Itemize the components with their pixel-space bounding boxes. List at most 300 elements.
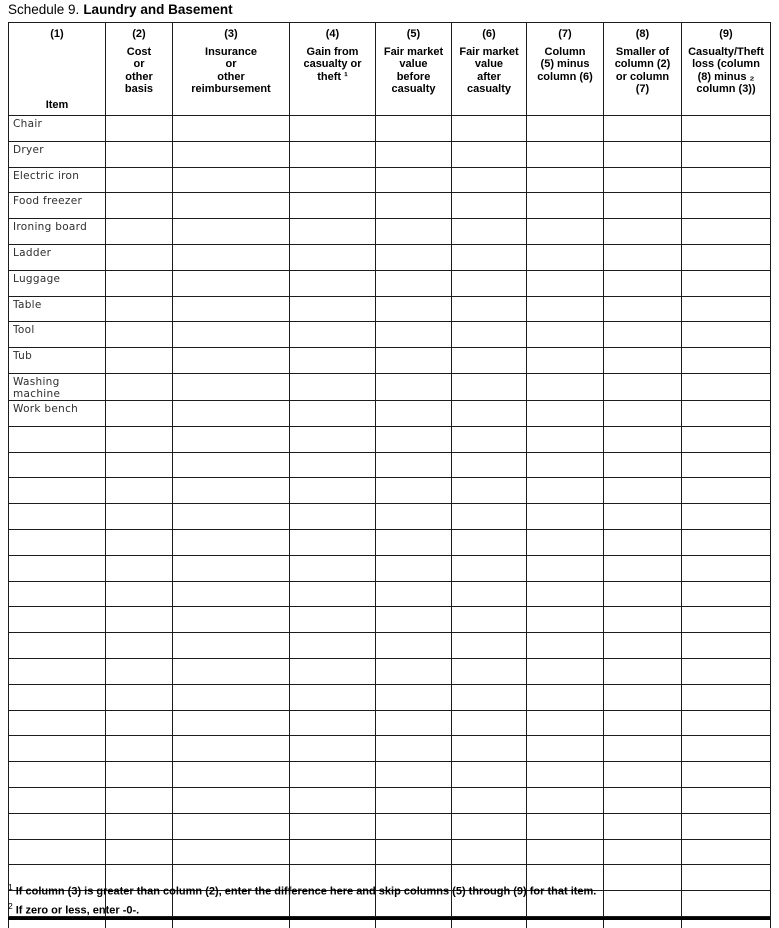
entry-cell[interactable] xyxy=(106,504,173,530)
entry-cell[interactable] xyxy=(290,529,376,555)
entry-cell[interactable] xyxy=(290,322,376,348)
column-number: (2) xyxy=(132,28,146,40)
entry-cell[interactable] xyxy=(527,193,604,219)
entry-cell[interactable] xyxy=(604,813,682,839)
entry-cell[interactable] xyxy=(682,452,771,478)
entry-cell[interactable] xyxy=(527,633,604,659)
entry-cell[interactable] xyxy=(452,607,527,633)
item-label: Tub xyxy=(9,348,106,374)
entry-cell[interactable] xyxy=(290,296,376,322)
entry-cell[interactable] xyxy=(376,322,452,348)
entry-cell[interactable] xyxy=(106,270,173,296)
entry-cell[interactable] xyxy=(527,348,604,374)
entry-cell[interactable] xyxy=(527,736,604,762)
entry-cell[interactable] xyxy=(527,839,604,865)
item-entry-cell[interactable] xyxy=(9,478,106,504)
entry-cell[interactable] xyxy=(290,736,376,762)
entry-cell[interactable] xyxy=(290,633,376,659)
entry-cell[interactable] xyxy=(682,839,771,865)
entry-cell[interactable] xyxy=(527,116,604,142)
entry-cell[interactable] xyxy=(173,710,290,736)
entry-cell[interactable] xyxy=(604,219,682,245)
entry-cell[interactable] xyxy=(682,193,771,219)
entry-cell[interactable] xyxy=(452,710,527,736)
entry-cell[interactable] xyxy=(376,736,452,762)
entry-cell[interactable] xyxy=(106,478,173,504)
item-row xyxy=(9,116,771,142)
entry-cell[interactable] xyxy=(604,270,682,296)
entry-cell[interactable] xyxy=(682,373,771,400)
entry-cell[interactable] xyxy=(290,373,376,400)
entry-cell[interactable] xyxy=(682,633,771,659)
schedule-table xyxy=(8,22,771,928)
entry-cell[interactable] xyxy=(604,581,682,607)
empty-row xyxy=(9,710,771,736)
entry-cell[interactable] xyxy=(290,141,376,167)
entry-cell[interactable] xyxy=(682,426,771,452)
empty-row xyxy=(9,762,771,788)
entry-cell[interactable] xyxy=(682,244,771,270)
entry-cell[interactable] xyxy=(682,684,771,710)
entry-cell[interactable] xyxy=(527,296,604,322)
entry-cell[interactable] xyxy=(452,504,527,530)
entry-cell[interactable] xyxy=(290,116,376,142)
column-header-3 xyxy=(173,23,290,116)
column-header-1 xyxy=(9,23,106,116)
item-label: Tool xyxy=(9,322,106,348)
entry-cell[interactable] xyxy=(682,167,771,193)
entry-cell[interactable] xyxy=(452,658,527,684)
entry-cell[interactable] xyxy=(604,322,682,348)
item-entry-cell[interactable] xyxy=(9,787,106,813)
entry-cell[interactable] xyxy=(173,348,290,374)
entry-cell[interactable] xyxy=(604,373,682,400)
item-row xyxy=(9,167,771,193)
entry-cell[interactable] xyxy=(452,193,527,219)
empty-row xyxy=(9,478,771,504)
entry-cell[interactable] xyxy=(604,736,682,762)
entry-cell[interactable] xyxy=(376,504,452,530)
entry-cell[interactable] xyxy=(376,167,452,193)
entry-cell[interactable] xyxy=(290,762,376,788)
entry-cell[interactable] xyxy=(106,710,173,736)
column-title: Insurance or other reimbursement xyxy=(191,45,271,95)
entry-cell[interactable] xyxy=(376,684,452,710)
entry-cell[interactable] xyxy=(376,348,452,374)
footnote-1 xyxy=(8,880,770,899)
entry-cell[interactable] xyxy=(682,116,771,142)
entry-cell[interactable] xyxy=(290,581,376,607)
entry-cell[interactable] xyxy=(682,504,771,530)
entry-cell[interactable] xyxy=(290,244,376,270)
entry-cell[interactable] xyxy=(527,787,604,813)
entry-cell[interactable] xyxy=(527,684,604,710)
column-number: (5) xyxy=(406,28,421,40)
item-row xyxy=(9,400,771,426)
entry-cell[interactable] xyxy=(604,555,682,581)
entry-cell[interactable] xyxy=(106,116,173,142)
entry-cell[interactable] xyxy=(290,839,376,865)
entry-cell[interactable] xyxy=(106,219,173,245)
entry-cell[interactable] xyxy=(173,167,290,193)
entry-cell[interactable] xyxy=(604,529,682,555)
item-row xyxy=(9,193,771,219)
entry-cell[interactable] xyxy=(452,478,527,504)
entry-cell[interactable] xyxy=(376,426,452,452)
entry-cell[interactable] xyxy=(527,529,604,555)
entry-cell[interactable] xyxy=(604,348,682,374)
entry-cell[interactable] xyxy=(376,270,452,296)
entry-cell[interactable] xyxy=(682,607,771,633)
entry-cell[interactable] xyxy=(682,348,771,374)
empty-row xyxy=(9,813,771,839)
item-label: Dryer xyxy=(9,141,106,167)
schedule-number: Schedule 9. xyxy=(8,2,80,17)
entry-cell[interactable] xyxy=(527,504,604,530)
entry-cell[interactable] xyxy=(173,633,290,659)
entry-cell[interactable] xyxy=(452,348,527,374)
entry-cell[interactable] xyxy=(173,813,290,839)
entry-cell[interactable] xyxy=(604,167,682,193)
entry-cell[interactable] xyxy=(604,141,682,167)
entry-cell[interactable] xyxy=(452,684,527,710)
entry-cell[interactable] xyxy=(452,373,527,400)
entry-cell[interactable] xyxy=(682,555,771,581)
entry-cell[interactable] xyxy=(173,658,290,684)
entry-cell[interactable] xyxy=(173,116,290,142)
column-number: (9) xyxy=(719,28,733,40)
entry-cell[interactable] xyxy=(173,373,290,400)
entry-cell[interactable] xyxy=(173,504,290,530)
entry-cell[interactable] xyxy=(376,787,452,813)
header-row xyxy=(9,23,771,116)
entry-cell[interactable] xyxy=(106,555,173,581)
entry-cell[interactable] xyxy=(173,219,290,245)
column-header-2 xyxy=(106,23,173,116)
column-number: (8) xyxy=(635,28,650,40)
entry-cell[interactable] xyxy=(604,658,682,684)
entry-cell[interactable] xyxy=(452,529,527,555)
entry-cell[interactable] xyxy=(290,219,376,245)
entry-cell[interactable] xyxy=(527,710,604,736)
column-header-5 xyxy=(376,23,452,116)
entry-cell[interactable] xyxy=(173,736,290,762)
entry-cell[interactable] xyxy=(376,478,452,504)
entry-cell[interactable] xyxy=(376,555,452,581)
entry-cell[interactable] xyxy=(173,684,290,710)
entry-cell[interactable] xyxy=(106,141,173,167)
entry-cell[interactable] xyxy=(290,684,376,710)
footnote-2 xyxy=(8,899,770,918)
entry-cell[interactable] xyxy=(173,762,290,788)
entry-cell[interactable] xyxy=(173,270,290,296)
entry-cell[interactable] xyxy=(173,193,290,219)
entry-cell[interactable] xyxy=(376,193,452,219)
schedule-name: Laundry and Basement xyxy=(83,2,233,17)
entry-cell[interactable] xyxy=(452,787,527,813)
entry-cell[interactable] xyxy=(604,478,682,504)
empty-row xyxy=(9,684,771,710)
entry-cell[interactable] xyxy=(106,658,173,684)
entry-cell[interactable] xyxy=(452,322,527,348)
entry-cell[interactable] xyxy=(604,633,682,659)
item-entry-cell[interactable] xyxy=(9,736,106,762)
entry-cell[interactable] xyxy=(527,322,604,348)
entry-cell[interactable] xyxy=(106,607,173,633)
entry-cell[interactable] xyxy=(106,684,173,710)
entry-cell[interactable] xyxy=(527,426,604,452)
empty-row xyxy=(9,607,771,633)
entry-cell[interactable] xyxy=(452,452,527,478)
entry-cell[interactable] xyxy=(527,373,604,400)
column-title: Fair market value after casualty xyxy=(459,45,519,95)
entry-cell[interactable] xyxy=(604,193,682,219)
entry-cell[interactable] xyxy=(604,452,682,478)
entry-cell[interactable] xyxy=(376,633,452,659)
item-entry-cell[interactable] xyxy=(9,839,106,865)
entry-cell[interactable] xyxy=(527,607,604,633)
entry-cell[interactable] xyxy=(290,504,376,530)
entry-cell[interactable] xyxy=(376,607,452,633)
entry-cell[interactable] xyxy=(106,813,173,839)
entry-cell[interactable] xyxy=(290,710,376,736)
entry-cell[interactable] xyxy=(527,452,604,478)
entry-cell[interactable] xyxy=(290,400,376,426)
entry-cell[interactable] xyxy=(376,452,452,478)
entry-cell[interactable] xyxy=(106,787,173,813)
entry-cell[interactable] xyxy=(604,710,682,736)
entry-cell[interactable] xyxy=(527,167,604,193)
entry-cell[interactable] xyxy=(527,478,604,504)
entry-cell[interactable] xyxy=(452,426,527,452)
entry-cell[interactable] xyxy=(527,219,604,245)
item-entry-cell[interactable] xyxy=(9,633,106,659)
entry-cell[interactable] xyxy=(682,736,771,762)
entry-cell[interactable] xyxy=(682,141,771,167)
column-header-9 xyxy=(682,23,771,116)
item-entry-cell[interactable] xyxy=(9,555,106,581)
entry-cell[interactable] xyxy=(106,322,173,348)
entry-cell[interactable] xyxy=(376,658,452,684)
entry-cell[interactable] xyxy=(604,426,682,452)
entry-cell[interactable] xyxy=(376,581,452,607)
entry-cell[interactable] xyxy=(173,452,290,478)
entry-cell[interactable] xyxy=(290,607,376,633)
column-title: Cost or other basis xyxy=(124,45,154,95)
column-number: (1) xyxy=(50,28,64,40)
item-entry-cell[interactable] xyxy=(9,813,106,839)
entry-cell[interactable] xyxy=(452,167,527,193)
item-entry-cell[interactable] xyxy=(9,762,106,788)
entry-cell[interactable] xyxy=(173,787,290,813)
entry-cell[interactable] xyxy=(682,296,771,322)
item-entry-cell[interactable] xyxy=(9,452,106,478)
entry-cell[interactable] xyxy=(376,400,452,426)
entry-cell[interactable] xyxy=(173,244,290,270)
footnote-2-text: If zero or less, enter -0-. xyxy=(15,904,140,917)
entry-cell[interactable] xyxy=(173,555,290,581)
entry-cell[interactable] xyxy=(106,581,173,607)
item-label: Food freezer xyxy=(9,193,106,219)
entry-cell[interactable] xyxy=(604,839,682,865)
entry-cell[interactable] xyxy=(173,581,290,607)
entry-cell[interactable] xyxy=(173,322,290,348)
column-title: Smaller of column (2) or column (7) xyxy=(614,45,671,95)
entry-cell[interactable] xyxy=(290,452,376,478)
entry-cell[interactable] xyxy=(376,839,452,865)
entry-cell[interactable] xyxy=(452,839,527,865)
entry-cell[interactable] xyxy=(527,762,604,788)
entry-cell[interactable] xyxy=(682,529,771,555)
entry-cell[interactable] xyxy=(106,400,173,426)
entry-cell[interactable] xyxy=(682,813,771,839)
entry-cell[interactable] xyxy=(106,426,173,452)
entry-cell[interactable] xyxy=(376,141,452,167)
empty-row xyxy=(9,633,771,659)
entry-cell[interactable] xyxy=(290,658,376,684)
entry-cell[interactable] xyxy=(173,529,290,555)
item-entry-cell[interactable] xyxy=(9,426,106,452)
entry-cell[interactable] xyxy=(290,348,376,374)
item-entry-cell[interactable] xyxy=(9,581,106,607)
entry-cell[interactable] xyxy=(452,219,527,245)
entry-cell[interactable] xyxy=(106,167,173,193)
column-header-6 xyxy=(452,23,527,116)
entry-cell[interactable] xyxy=(173,141,290,167)
entry-cell[interactable] xyxy=(682,478,771,504)
item-entry-cell[interactable] xyxy=(9,684,106,710)
entry-cell[interactable] xyxy=(452,400,527,426)
entry-cell[interactable] xyxy=(452,736,527,762)
entry-cell[interactable] xyxy=(106,633,173,659)
entry-cell[interactable] xyxy=(290,555,376,581)
entry-cell[interactable] xyxy=(173,296,290,322)
entry-cell[interactable] xyxy=(452,116,527,142)
entry-cell[interactable] xyxy=(290,167,376,193)
entry-cell[interactable] xyxy=(604,787,682,813)
item-row xyxy=(9,141,771,167)
entry-cell[interactable] xyxy=(682,581,771,607)
entry-cell[interactable] xyxy=(527,813,604,839)
entry-cell[interactable] xyxy=(682,710,771,736)
entry-cell[interactable] xyxy=(604,684,682,710)
item-label: Table xyxy=(9,296,106,322)
entry-cell[interactable] xyxy=(682,787,771,813)
entry-cell[interactable] xyxy=(290,426,376,452)
schedule-title xyxy=(8,2,233,17)
item-row xyxy=(9,244,771,270)
entry-cell[interactable] xyxy=(452,633,527,659)
entry-cell[interactable] xyxy=(682,270,771,296)
entry-cell[interactable] xyxy=(290,787,376,813)
entry-cell[interactable] xyxy=(527,141,604,167)
entry-cell[interactable] xyxy=(452,141,527,167)
item-entry-cell[interactable] xyxy=(9,504,106,530)
entry-cell[interactable] xyxy=(452,555,527,581)
entry-cell[interactable] xyxy=(604,296,682,322)
entry-cell[interactable] xyxy=(527,400,604,426)
entry-cell[interactable] xyxy=(376,529,452,555)
entry-cell[interactable] xyxy=(682,658,771,684)
entry-cell[interactable] xyxy=(290,193,376,219)
entry-cell[interactable] xyxy=(452,270,527,296)
entry-cell[interactable] xyxy=(376,116,452,142)
entry-cell[interactable] xyxy=(173,607,290,633)
entry-cell[interactable] xyxy=(376,710,452,736)
entry-cell[interactable] xyxy=(452,244,527,270)
empty-row xyxy=(9,426,771,452)
entry-cell[interactable] xyxy=(604,400,682,426)
entry-cell[interactable] xyxy=(106,529,173,555)
entry-cell[interactable] xyxy=(106,244,173,270)
entry-cell[interactable] xyxy=(527,658,604,684)
entry-cell[interactable] xyxy=(106,452,173,478)
item-entry-cell[interactable] xyxy=(9,529,106,555)
entry-cell[interactable] xyxy=(173,426,290,452)
column-title: Fair market value before casualty xyxy=(383,45,444,95)
column-header-8 xyxy=(604,23,682,116)
entry-cell[interactable] xyxy=(604,607,682,633)
entry-cell[interactable] xyxy=(452,581,527,607)
entry-cell[interactable] xyxy=(376,244,452,270)
footnote-2-marker: 2 xyxy=(8,901,13,912)
item-entry-cell[interactable] xyxy=(9,607,106,633)
entry-cell[interactable] xyxy=(452,296,527,322)
entry-cell[interactable] xyxy=(106,193,173,219)
entry-cell[interactable] xyxy=(106,296,173,322)
entry-cell[interactable] xyxy=(173,839,290,865)
entry-cell[interactable] xyxy=(376,296,452,322)
item-label: Chair xyxy=(9,116,106,142)
entry-cell[interactable] xyxy=(376,813,452,839)
entry-cell[interactable] xyxy=(106,762,173,788)
entry-cell[interactable] xyxy=(290,478,376,504)
entry-cell[interactable] xyxy=(106,839,173,865)
entry-cell[interactable] xyxy=(290,813,376,839)
entry-cell[interactable] xyxy=(106,348,173,374)
entry-cell[interactable] xyxy=(604,244,682,270)
entry-cell[interactable] xyxy=(682,322,771,348)
entry-cell[interactable] xyxy=(682,219,771,245)
entry-cell[interactable] xyxy=(376,373,452,400)
entry-cell[interactable] xyxy=(527,270,604,296)
entry-cell[interactable] xyxy=(682,762,771,788)
entry-cell[interactable] xyxy=(290,270,376,296)
item-label: Electric iron xyxy=(9,167,106,193)
entry-cell[interactable] xyxy=(376,219,452,245)
entry-cell[interactable] xyxy=(106,736,173,762)
entry-cell[interactable] xyxy=(682,400,771,426)
empty-row xyxy=(9,787,771,813)
entry-cell[interactable] xyxy=(527,244,604,270)
entry-cell[interactable] xyxy=(527,581,604,607)
entry-cell[interactable] xyxy=(604,504,682,530)
entry-cell[interactable] xyxy=(604,116,682,142)
column-header-7 xyxy=(527,23,604,116)
item-entry-cell[interactable] xyxy=(9,658,106,684)
entry-cell[interactable] xyxy=(106,373,173,400)
item-entry-cell[interactable] xyxy=(9,710,106,736)
entry-cell[interactable] xyxy=(452,813,527,839)
entry-cell[interactable] xyxy=(527,555,604,581)
entry-cell[interactable] xyxy=(604,762,682,788)
item-row xyxy=(9,270,771,296)
entry-cell[interactable] xyxy=(173,478,290,504)
entry-cell[interactable] xyxy=(173,400,290,426)
entry-cell[interactable] xyxy=(452,762,527,788)
entry-cell[interactable] xyxy=(376,762,452,788)
item-label: Ladder xyxy=(9,244,106,270)
